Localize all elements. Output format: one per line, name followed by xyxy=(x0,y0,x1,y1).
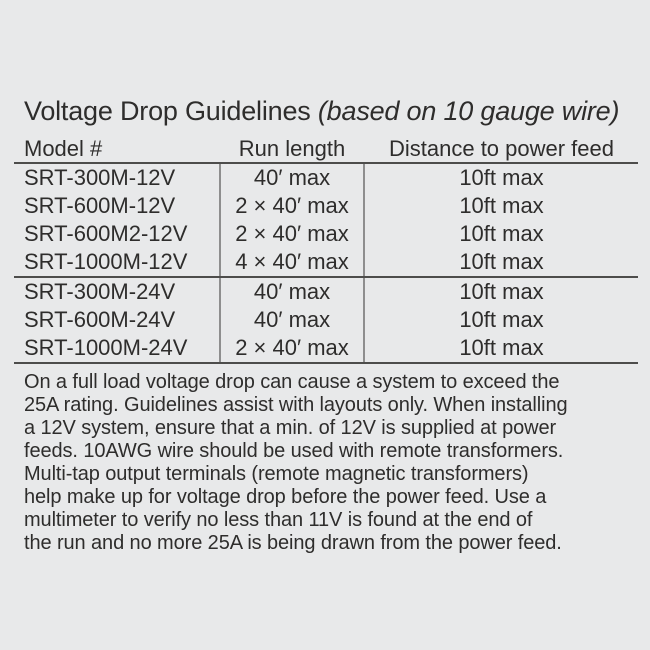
model-cell: SRT-300M-12V xyxy=(24,165,176,190)
run-length-cell: 4 × 40′ max xyxy=(219,248,365,276)
note-line: help make up for voltage drop before the power feed. Use a xyxy=(24,486,547,508)
note-line: On a full load voltage drop can cause a system to exceed the xyxy=(24,371,560,393)
table-row xyxy=(14,334,638,362)
distance-cell: 10ft max xyxy=(459,249,544,274)
note-line: multimeter to verify no less than 11V is found at the end of xyxy=(24,509,533,531)
page-title xyxy=(24,95,638,128)
column-header-distance: Distance to power feed xyxy=(388,136,615,161)
note-line: 25A rating. Guidelines assist with layouts only. When installing xyxy=(24,394,568,416)
note-line: the run and no more 25A is being drawn from the power feed. xyxy=(24,532,562,554)
table-row xyxy=(14,278,638,306)
model-cell: SRT-600M-24V xyxy=(24,307,176,332)
run-length-cell: 2 × 40′ max xyxy=(219,334,365,362)
run-length-cell: 40′ max xyxy=(219,164,365,192)
distance-cell: 10ft max xyxy=(459,335,544,360)
column-header-run-length: Run length xyxy=(238,136,346,161)
model-cell: SRT-1000M-24V xyxy=(24,335,188,360)
column-header-model: Model # xyxy=(24,136,103,161)
model-cell: SRT-600M2-12V xyxy=(24,221,188,246)
distance-cell: 10ft max xyxy=(459,193,544,218)
table-row xyxy=(14,220,638,248)
distance-cell: 10ft max xyxy=(459,165,544,190)
table-body xyxy=(14,164,638,364)
note-line: a 12V system, ensure that a min. of 12V is supplied at power xyxy=(24,417,557,439)
table-row xyxy=(14,306,638,334)
run-length-cell: 2 × 40′ max xyxy=(219,220,365,248)
run-length-cell: 2 × 40′ max xyxy=(219,192,365,220)
voltage-drop-table xyxy=(14,132,638,364)
model-cell: SRT-1000M-12V xyxy=(24,249,188,274)
title-main: Voltage Drop Guidelines xyxy=(24,96,318,126)
title-qualifier: (based on 10 gauge wire) xyxy=(317,96,620,126)
table-row xyxy=(14,248,638,276)
table-row xyxy=(14,164,638,192)
distance-cell: 10ft max xyxy=(459,279,544,304)
note-line: feeds. 10AWG wire should be used with remote transformers. xyxy=(24,440,564,462)
table-header-row xyxy=(14,132,638,164)
model-cell: SRT-300M-24V xyxy=(24,279,176,304)
distance-cell: 10ft max xyxy=(459,307,544,332)
note-line: Multi-tap output terminals (remote magnetic transformers) xyxy=(24,463,529,485)
table-group-24v xyxy=(14,278,638,364)
note-paragraph xyxy=(24,371,638,555)
guidelines-section xyxy=(14,95,638,555)
table-row xyxy=(14,192,638,220)
distance-cell: 10ft max xyxy=(459,221,544,246)
run-length-cell: 40′ max xyxy=(219,278,365,306)
model-cell: SRT-600M-12V xyxy=(24,193,176,218)
run-length-cell: 40′ max xyxy=(219,306,365,334)
table-group-12v xyxy=(14,164,638,278)
